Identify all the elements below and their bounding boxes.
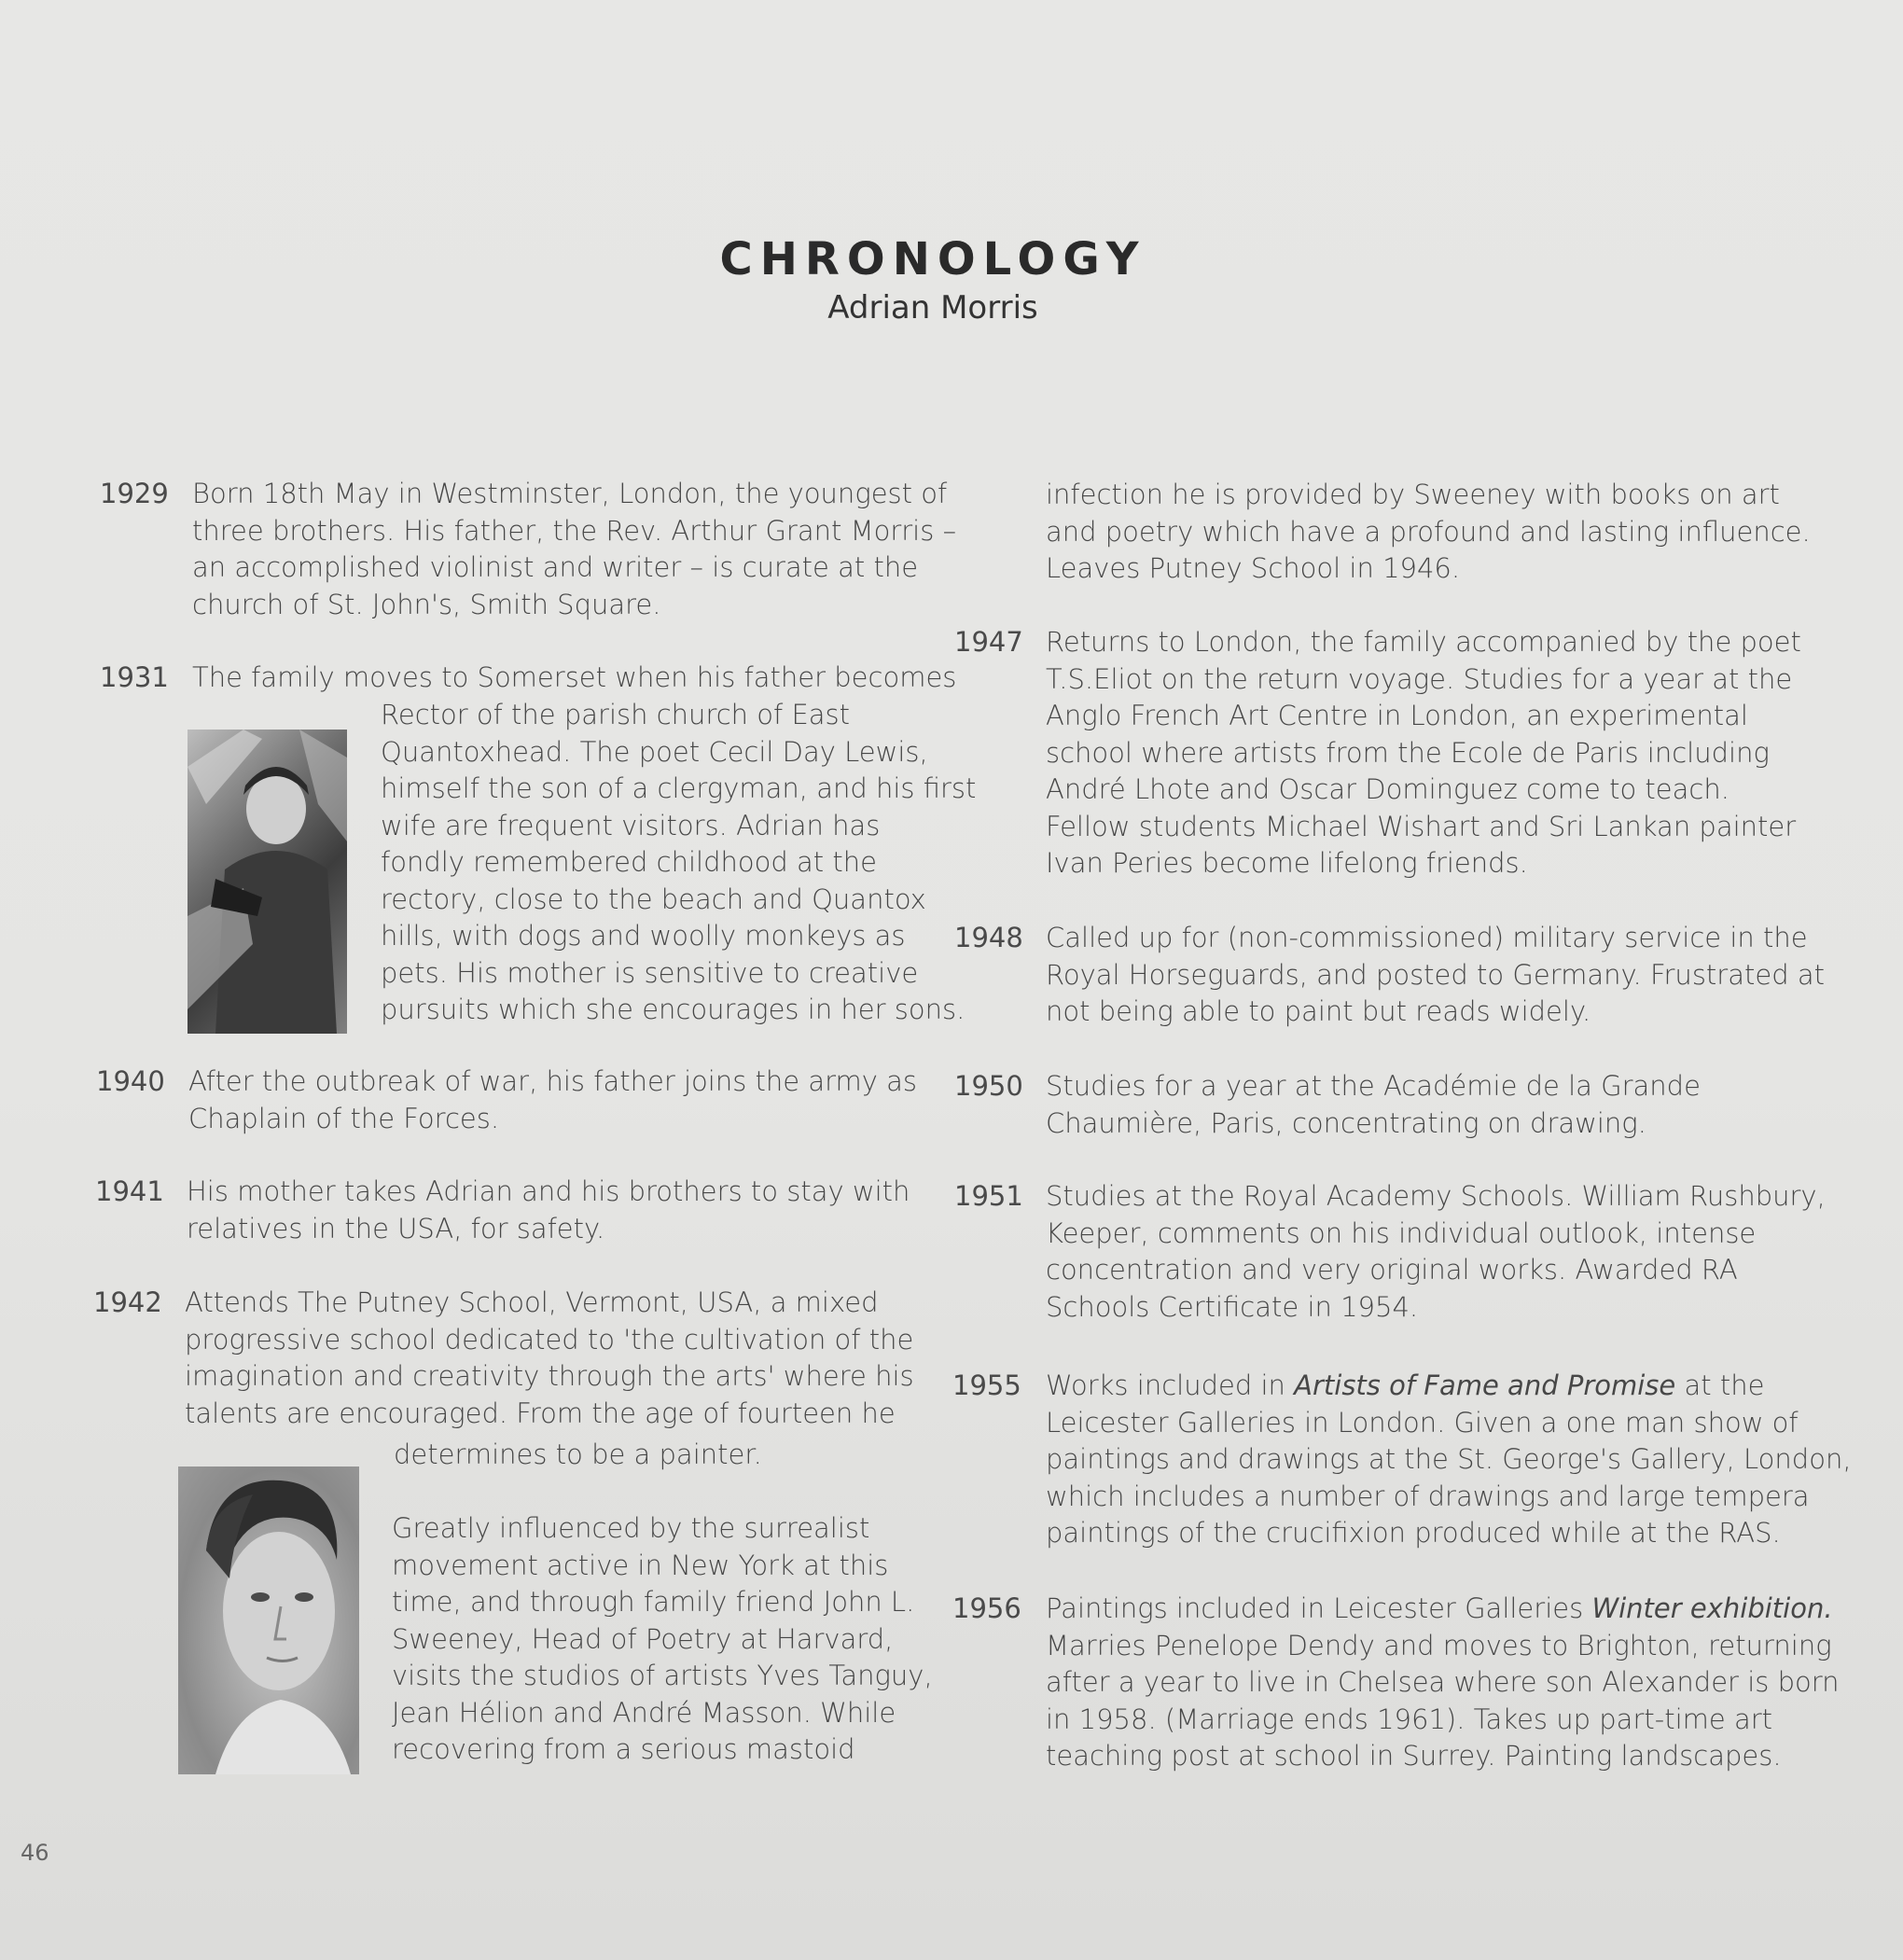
exhibition-title: Artists of Fame and Promise — [1294, 1369, 1676, 1401]
entry-text-1942-wrap — [394, 1437, 762, 1474]
entry-year-1940: 1940 — [96, 1065, 165, 1097]
entry-line: Keeper, comments on his individual outlook, intense — [1046, 1216, 1757, 1249]
entry-line — [1046, 1591, 1840, 1628]
entry-line: and poetry which have a profound and lasting influence. — [1046, 515, 1811, 548]
entry-line: Ivan Peries become lifelong friends. — [1046, 847, 1528, 879]
entry-year-1956: 1956 — [952, 1592, 1021, 1624]
entry-text-1931-wrap — [381, 697, 976, 1029]
entry-line: Attends The Putney School, Vermont, USA, a mixed — [185, 1286, 879, 1318]
entry-line: recovering from a serious mastoid — [392, 1733, 855, 1765]
entry-year-1950: 1950 — [954, 1070, 1023, 1102]
entry-line: determines to be a painter. — [394, 1439, 762, 1470]
entry-line: Studies for a year at the Académie de la Grande — [1046, 1070, 1701, 1102]
entry-line: Rector of the parish church of East — [381, 699, 851, 730]
entry-line: Chaplain of the Forces. — [188, 1102, 500, 1134]
entry-line: Anglo French Art Centre in London, an experimental — [1046, 700, 1748, 731]
entry-line: André Lhote and Oscar Dominguez come to teach. — [1046, 773, 1729, 805]
entry-line: concentration and very original works. Awarded RA — [1046, 1254, 1738, 1286]
entry-line: Quantoxhead. The poet Cecil Day Lewis, — [381, 735, 928, 768]
entry-line: Leaves Putney School in 1946. — [1046, 552, 1461, 584]
boy-in-tree-photo-icon — [188, 730, 347, 1034]
entry-year-1931: 1931 — [100, 661, 169, 693]
entry-line — [1046, 1368, 1852, 1405]
entry-text-1956 — [1046, 1591, 1840, 1775]
entry-text-1942-continued — [1046, 477, 1811, 588]
entry-line: hills, with dogs and woolly monkeys as — [381, 920, 906, 952]
entry-text-1948 — [1046, 920, 1825, 1031]
entry-line: Royal Horseguards, and posted to Germany. Frustrated at — [1046, 958, 1825, 991]
entry-line: Chaumière, Paris, concentrating on drawing. — [1046, 1106, 1646, 1139]
entry-line: paintings and drawings at the St. George's Gallery, London, — [1046, 1443, 1852, 1475]
entry-line: Marries Penelope Dendy and moves to Brighton, returning — [1046, 1629, 1832, 1661]
entry-line: Fellow students Michael Wishart and Sri Lankan painter — [1046, 810, 1797, 842]
entry-line: three brothers. His father, the Rev. Arthur Grant Morris – — [192, 514, 957, 547]
entry-text-run: Paintings included in Leicester Galleries — [1046, 1592, 1592, 1624]
entry-line: talents are encouraged. From the age of fourteen he — [185, 1397, 896, 1429]
childhood-photo — [188, 730, 347, 1034]
entry-year-1951: 1951 — [954, 1180, 1023, 1212]
entry-text-1950 — [1046, 1068, 1701, 1142]
entry-line: school where artists from the Ecole de Paris including — [1046, 736, 1770, 769]
entry-line: church of St. John's, Smith Square. — [192, 588, 661, 620]
entry-line: time, and through family friend John L. — [392, 1586, 915, 1618]
entry-year-1942: 1942 — [93, 1286, 162, 1318]
entry-line: Sweeney, Head of Poetry at Harvard, — [392, 1622, 894, 1655]
entry-line: The family moves to Somerset when his father becomes — [192, 661, 957, 693]
entry-year-1941: 1941 — [95, 1175, 164, 1207]
entry-line: progressive school dedicated to 'the cultivation of the — [185, 1323, 914, 1355]
entry-line: an accomplished violinist and writer – is curate at the — [192, 551, 919, 583]
entry-line: Jean Hélion and André Masson. While — [392, 1696, 896, 1729]
entry-text-1940 — [188, 1063, 917, 1137]
entry-line: Leicester Galleries in London. Given a one man show of — [1046, 1406, 1799, 1439]
entry-line: T.S.Eliot on the return voyage. Studies for a year at the — [1046, 662, 1793, 695]
entry-text-1931 — [192, 660, 956, 697]
entry-text-1947 — [1046, 624, 1801, 883]
entry-line: Studies at the Royal Academy Schools. William Rushbury, — [1046, 1180, 1826, 1212]
entry-line: movement active in New York at this — [392, 1549, 889, 1581]
entry-line: himself the son of a clergyman, and his first — [381, 772, 977, 804]
entry-line: Called up for (non-commissioned) military service in the — [1046, 922, 1808, 953]
entry-year-1955: 1955 — [952, 1369, 1021, 1401]
entry-line: fondly remembered childhood at the — [381, 846, 877, 878]
entry-line: After the outbreak of war, his father joins the army as — [188, 1065, 918, 1097]
entry-line: visits the studios of artists Yves Tanguy, — [392, 1660, 933, 1691]
entry-line: pursuits which she encourages in her sons. — [381, 994, 965, 1025]
entry-line: His mother takes Adrian and his brothers to stay with — [187, 1175, 910, 1207]
entry-line: wife are frequent visitors. Adrian has — [381, 809, 881, 841]
entry-text-run: at the — [1675, 1369, 1765, 1401]
boy-portrait-photo-icon — [178, 1467, 359, 1774]
entry-text-1942-para2 — [392, 1510, 933, 1769]
page-subtitle: Adrian Morris — [827, 289, 1038, 327]
entry-line: rectory, close to the beach and Quantox — [381, 883, 926, 915]
entry-line: in 1958. (Marriage ends 1961). Takes up part-time art — [1046, 1703, 1773, 1735]
entry-line: Born 18th May in Westminster, London, the youngest of — [192, 478, 948, 509]
entry-text-1951 — [1046, 1178, 1826, 1326]
entry-line: imagination and creativity through the arts' where his — [185, 1360, 914, 1392]
entry-text-1941 — [187, 1174, 910, 1247]
entry-line: teaching post at school in Surrey. Painting landscapes. — [1046, 1740, 1782, 1772]
portrait-photo — [178, 1467, 359, 1774]
entry-text-1955 — [1046, 1368, 1852, 1552]
entry-line: after a year to live in Chelsea where son Alexander is born — [1046, 1666, 1840, 1698]
exhibition-title: Winter exhibition. — [1591, 1592, 1833, 1624]
entry-text-1942 — [185, 1285, 914, 1432]
entry-year-1947: 1947 — [954, 626, 1023, 658]
entry-year-1948: 1948 — [954, 922, 1023, 953]
entry-line: paintings of the crucifixion produced while at the RAS. — [1046, 1517, 1781, 1549]
entry-line: Returns to London, the family accompanied by the poet — [1046, 626, 1801, 658]
entry-line: Schools Certificate in 1954. — [1046, 1290, 1419, 1323]
entry-line: relatives in the USA, for safety. — [187, 1212, 605, 1244]
entry-line: infection he is provided by Sweeney with books on art — [1046, 479, 1780, 510]
entry-year-1929: 1929 — [100, 478, 169, 509]
page-title: CHRONOLOGY — [719, 233, 1146, 285]
entry-line: pets. His mother is sensitive to creative — [381, 956, 919, 989]
entry-text-run: Works included in — [1046, 1369, 1295, 1401]
entry-text-1929 — [192, 476, 956, 623]
entry-line: which includes a number of drawings and large tempera — [1046, 1480, 1810, 1512]
entry-line: Greatly influenced by the surrealist — [392, 1512, 870, 1544]
page-number: 46 — [21, 1840, 49, 1866]
entry-line: not being able to paint but reads widely. — [1046, 995, 1591, 1027]
